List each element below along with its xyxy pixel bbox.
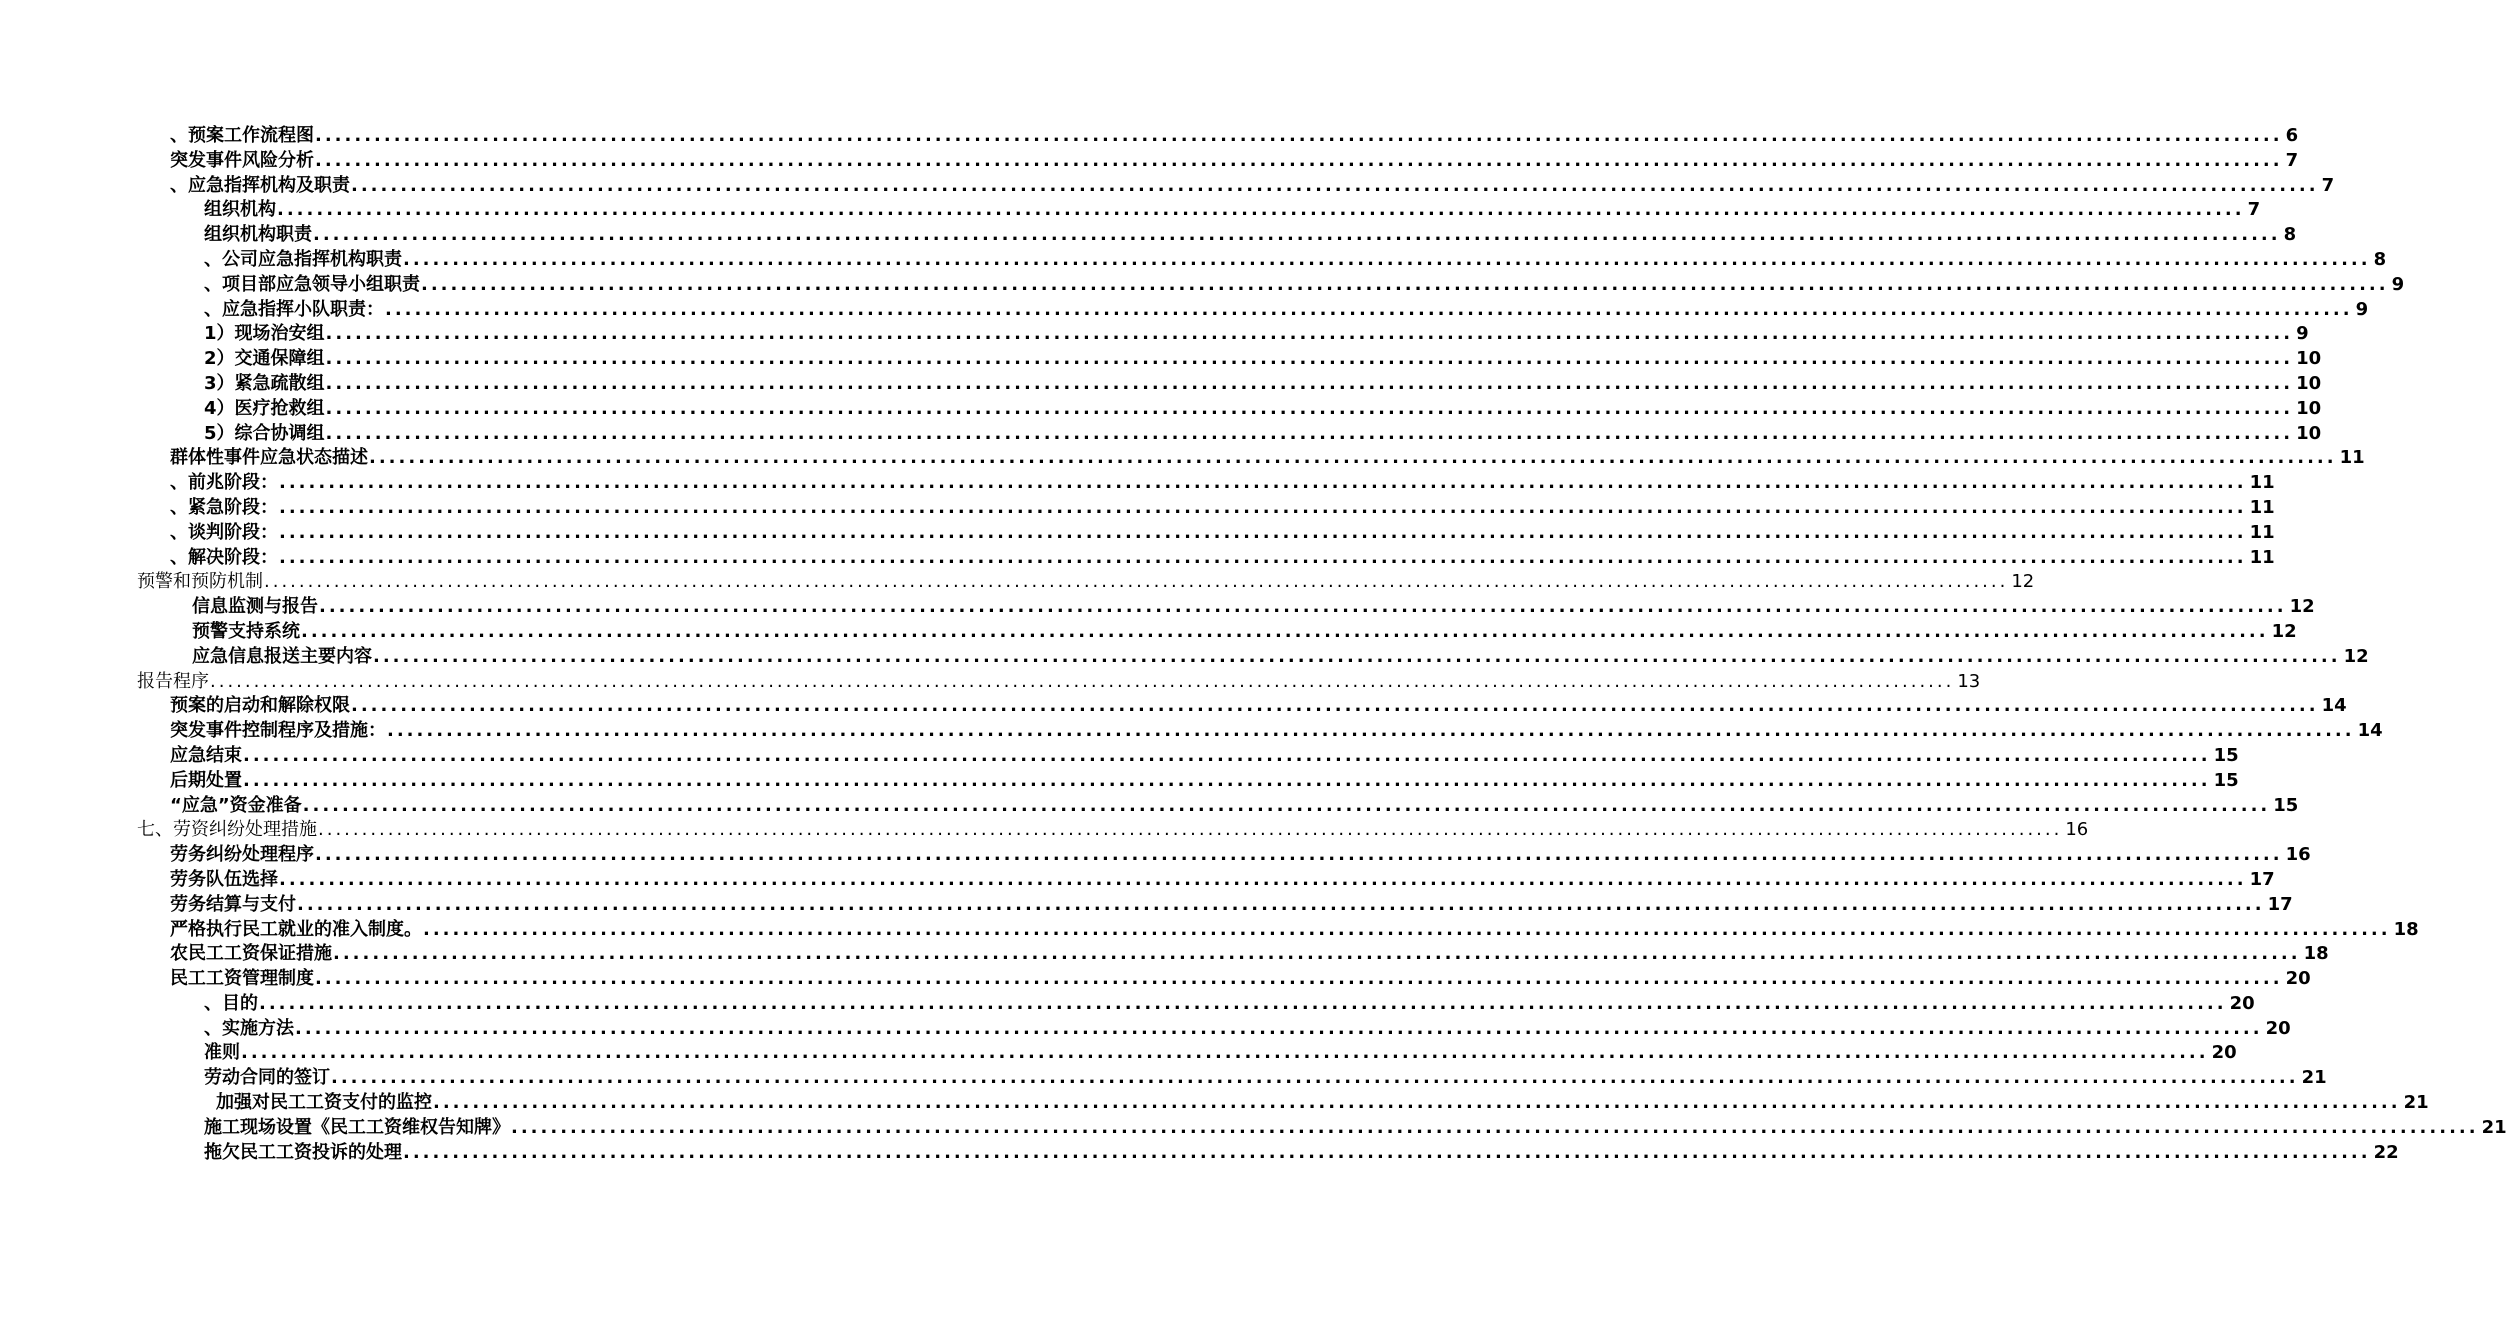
toc-entry-page-number: 11: [2249, 546, 2275, 568]
toc-entry-page-number: 21: [2403, 1092, 2429, 1114]
toc-entry[interactable]: [0, 446, 2365, 471]
toc-entry-page-number: 21: [2301, 1067, 2327, 1089]
toc-leader-dots: ........................................................................................................................................................................................................: [351, 695, 2319, 717]
toc-entry-page-number: 9: [2296, 323, 2309, 345]
toc-entry[interactable]: [0, 546, 2275, 571]
toc-entry-page-number: 18: [2393, 918, 2419, 940]
toc-entry-title: 、解决阶段：: [170, 546, 278, 568]
toc-entry-title: 信息监测与报告: [192, 596, 318, 618]
toc-leader-dots: ........................................................................................................................................................................................................: [433, 1092, 2401, 1114]
toc-entry[interactable]: [0, 248, 2387, 273]
toc-entry[interactable]: [0, 620, 2297, 645]
toc-leader-dots: ........................................................................................................................................................................................................: [295, 1017, 2263, 1039]
toc-entry[interactable]: [0, 149, 2299, 174]
toc-leader-dots: ........................................................................................................................................................................................................: [331, 1067, 2299, 1089]
toc-entry-title: 、公司应急指挥机构职责: [204, 248, 402, 270]
toc-entry[interactable]: [0, 719, 2383, 744]
toc-entry-title: 组织机构职责: [204, 224, 312, 246]
toc-leader-dots: ........................................................................................................................................................................................................: [373, 645, 2341, 667]
toc-entry-page-number: 21: [2481, 1116, 2507, 1138]
toc-entry[interactable]: [0, 273, 2405, 298]
toc-leader-dots: ........................................................................................................................................................................................................: [325, 422, 2294, 444]
toc-entry-page-number: 13: [1957, 670, 1981, 692]
toc-entry-title: 、应急指挥小队职责：: [204, 298, 384, 320]
toc-leader-dots: ........................................................................................................................................................................................................: [301, 620, 2269, 642]
toc-entry-title: 应急结束: [170, 744, 242, 766]
toc-entry-title: 、预案工作流程图: [170, 125, 314, 146]
toc-entry-page-number: 20: [2285, 968, 2311, 990]
toc-entry-page-number: 12: [2011, 571, 2035, 593]
toc-entry[interactable]: [0, 1116, 2507, 1141]
toc-entry-title: 2）交通保障组: [204, 348, 325, 370]
toc-leader-dots: ........................................................................................................................................................................................................: [421, 273, 2389, 295]
toc-entry-title: 3）紧急疏散组: [204, 372, 325, 394]
toc-entry-page-number: 10: [2296, 422, 2322, 444]
toc-leader-dots: ........................................................................................................................................................................................................: [210, 670, 1955, 692]
toc-leader-dots: ........................................................................................................................................................................................................: [279, 521, 2247, 543]
toc-leader-dots: ........................................................................................................................................................................................................: [279, 868, 2247, 890]
toc-entry-title: 劳务纠纷处理程序: [170, 844, 314, 866]
toc-entry-page-number: 7: [2321, 174, 2335, 196]
table-of-contents: [0, 124, 2507, 1165]
toc-entry-page-number: 14: [2357, 720, 2383, 742]
toc-leader-dots: ........................................................................................................................................................................................................: [315, 844, 2283, 866]
toc-entry-title: 、前兆阶段：: [170, 472, 278, 494]
toc-entry[interactable]: [0, 372, 2322, 397]
toc-entry[interactable]: [0, 1091, 2429, 1116]
toc-entry-title: 劳务队伍选择: [170, 868, 278, 890]
toc-entry[interactable]: [0, 298, 2369, 323]
toc-leader-dots: ........................................................................................................................................................................................................: [279, 496, 2247, 518]
toc-entry-page-number: 11: [2249, 472, 2275, 494]
toc-leader-dots: ........................................................................................................................................................................................................: [318, 819, 2063, 841]
toc-entry[interactable]: [0, 496, 2275, 521]
toc-entry[interactable]: [0, 744, 2239, 769]
toc-entry-title: 劳务结算与支付: [170, 893, 296, 915]
toc-leader-dots: ........................................................................................................................................................................................................: [313, 224, 2281, 246]
toc-entry-title: 预案的启动和解除权限: [170, 695, 350, 717]
toc-entry-page-number: 8: [2283, 224, 2297, 246]
toc-leader-dots: ........................................................................................................................................................................................................: [241, 1042, 2209, 1064]
toc-entry[interactable]: [0, 595, 2315, 620]
toc-leader-dots: ........................................................................................................................................................................................................: [243, 769, 2211, 791]
toc-entry-page-number: 10: [2296, 372, 2322, 394]
toc-entry[interactable]: [0, 397, 2322, 422]
toc-entry-page-number: 20: [2229, 992, 2255, 1014]
toc-entry-title: 4）医疗抢救组: [204, 397, 325, 419]
toc-leader-dots: ........................................................................................................................................................................................................: [325, 372, 2294, 394]
toc-entry[interactable]: [0, 1017, 2291, 1042]
toc-entry-page-number: 9: [2391, 273, 2405, 295]
toc-entry-page-number: 12: [2271, 620, 2297, 642]
toc-entry-title: 、紧急阶段：: [170, 496, 278, 518]
toc-entry[interactable]: [0, 1041, 2237, 1066]
toc-entry-title: 5）综合协调组: [204, 422, 325, 444]
toc-entry-title: 群体性事件应急状态描述: [170, 447, 368, 469]
toc-entry[interactable]: [0, 198, 2261, 223]
toc-entry-page-number: 8: [2373, 248, 2387, 270]
toc-entry-page-number: 15: [2273, 794, 2299, 816]
toc-entry[interactable]: [0, 422, 2322, 447]
toc-entry-page-number: 16: [2285, 844, 2311, 866]
toc-entry[interactable]: [0, 967, 2311, 992]
toc-entry-title: 施工现场设置《民工工资维权告知牌》: [204, 1116, 510, 1138]
toc-entry-title: 、目的: [204, 992, 258, 1014]
toc-entry[interactable]: [0, 769, 2239, 794]
toc-entry-title: 预警和预防机制: [137, 571, 263, 593]
toc-leader-dots: ........................................................................................................................................................................................................: [511, 1116, 2479, 1138]
toc-entry-page-number: 11: [2249, 496, 2275, 518]
toc-entry-title: 、谈判阶段：: [170, 521, 278, 543]
toc-entry-title: “应急”资金准备: [170, 794, 302, 816]
toc-leader-dots: ........................................................................................................................................................................................................: [315, 968, 2283, 990]
toc-entry-page-number: 18: [2303, 943, 2329, 965]
toc-entry-page-number: 15: [2213, 744, 2239, 766]
toc-leader-dots: ........................................................................................................................................................................................................: [403, 1141, 2371, 1163]
toc-entry-title: 后期处置: [170, 769, 242, 791]
toc-entry-title: 、项目部应急领导小组职责: [204, 273, 420, 295]
toc-leader-dots: ........................................................................................................................................................................................................: [369, 447, 2337, 469]
toc-entry-page-number: 17: [2249, 868, 2275, 890]
toc-entry[interactable]: [0, 670, 1981, 695]
toc-entry-page-number: 22: [2373, 1141, 2399, 1163]
toc-leader-dots: ........................................................................................................................................................................................................: [387, 720, 2355, 742]
toc-entry[interactable]: [0, 322, 2309, 347]
toc-leader-dots: ........................................................................................................................................................................................................: [259, 992, 2227, 1014]
toc-entry-title: 、应急指挥机构及职责: [170, 174, 350, 196]
toc-entry-title: 拖欠民工工资投诉的处理: [204, 1141, 402, 1163]
toc-entry-page-number: 11: [2339, 447, 2365, 469]
toc-entry[interactable]: [0, 1141, 2399, 1166]
toc-entry-title: 报告程序: [137, 670, 209, 692]
toc-entry-page-number: 12: [2343, 645, 2369, 667]
toc-entry[interactable]: [0, 992, 2255, 1017]
toc-entry-page-number: 12: [2289, 596, 2315, 618]
toc-entry[interactable]: [0, 570, 2035, 595]
toc-entry-title: 、实施方法: [204, 1017, 294, 1039]
toc-leader-dots: ........................................................................................................................................................................................................: [277, 199, 2245, 221]
toc-entry[interactable]: [0, 521, 2275, 546]
toc-leader-dots: ........................................................................................................................................................................................................: [319, 596, 2287, 618]
toc-entry[interactable]: [0, 794, 2299, 819]
toc-leader-dots: ........................................................................................................................................................................................................: [315, 149, 2283, 171]
toc-entry[interactable]: [0, 223, 2297, 248]
toc-entry-title: 1）现场治安组: [204, 323, 325, 345]
toc-entry[interactable]: [0, 645, 2369, 670]
toc-entry[interactable]: [0, 471, 2275, 496]
toc-entry-page-number: 7: [2247, 199, 2261, 221]
toc-entry-page-number: 10: [2296, 348, 2322, 370]
toc-entry-page-number: 9: [2355, 298, 2369, 320]
toc-leader-dots: ........................................................................................................................................................................................................: [351, 174, 2319, 196]
toc-entry[interactable]: [0, 918, 2419, 943]
toc-leader-dots: ........................................................................................................................................................................................................: [325, 397, 2294, 419]
toc-entry-title: 严格执行民工就业的准入制度。: [170, 918, 422, 940]
toc-entry-title: 应急信息报送主要内容: [192, 645, 372, 667]
toc-entry-title: 劳动合同的签订: [204, 1067, 330, 1089]
toc-entry-page-number: 7: [2285, 149, 2299, 171]
toc-entry-page-number: 10: [2296, 397, 2322, 419]
toc-leader-dots: ........................................................................................................................................................................................................: [279, 546, 2247, 568]
toc-entry[interactable]: [0, 124, 2299, 149]
toc-entry-title: 准则: [204, 1042, 240, 1064]
toc-entry-title: 民工工资管理制度: [170, 968, 314, 990]
toc-entry-title: 七、劳资纠纷处理措施: [137, 819, 317, 841]
toc-entry-page-number: 15: [2213, 769, 2239, 791]
toc-leader-dots: ........................................................................................................................................................................................................: [403, 248, 2371, 270]
toc-entry[interactable]: [0, 1066, 2327, 1091]
toc-entry-title: 组织机构: [204, 199, 276, 221]
toc-entry-title: 突发事件风险分析: [170, 149, 314, 171]
toc-leader-dots: ........................................................................................................................................................................................................: [333, 943, 2301, 965]
toc-leader-dots: ........................................................................................................................................................................................................: [315, 125, 2283, 146]
toc-entry-page-number: 14: [2321, 695, 2347, 717]
toc-leader-dots: ........................................................................................................................................................................................................: [302, 794, 2271, 816]
toc-leader-dots: ........................................................................................................................................................................................................: [325, 323, 2294, 345]
toc-entry[interactable]: [0, 868, 2275, 893]
toc-leader-dots: ........................................................................................................................................................................................................: [279, 472, 2247, 494]
toc-entry[interactable]: [0, 174, 2335, 199]
toc-leader-dots: ........................................................................................................................................................................................................: [243, 744, 2211, 766]
toc-entry-page-number: 11: [2249, 521, 2275, 543]
toc-entry-title: 预警支持系统: [192, 620, 300, 642]
toc-entry-page-number: 20: [2211, 1042, 2237, 1064]
toc-leader-dots: ........................................................................................................................................................................................................: [385, 298, 2353, 320]
toc-entry-page-number: 20: [2265, 1017, 2291, 1039]
toc-entry[interactable]: [0, 843, 2311, 868]
toc-entry-title: 突发事件控制程序及措施：: [170, 720, 386, 742]
toc-entry[interactable]: [0, 694, 2347, 719]
toc-leader-dots: ........................................................................................................................................................................................................: [297, 893, 2265, 915]
toc-entry-page-number: 17: [2267, 893, 2293, 915]
toc-entry[interactable]: [0, 347, 2322, 372]
toc-entry-page-number: 6: [2285, 125, 2299, 146]
toc-leader-dots: ........................................................................................................................................................................................................: [325, 348, 2294, 370]
toc-leader-dots: ........................................................................................................................................................................................................: [423, 918, 2391, 940]
toc-entry-title: 加强对民工工资支付的监控: [216, 1092, 432, 1114]
toc-entry[interactable]: [0, 893, 2293, 918]
toc-leader-dots: ........................................................................................................................................................................................................: [264, 571, 2009, 593]
toc-entry[interactable]: [0, 942, 2329, 967]
toc-entry-page-number: 16: [2065, 819, 2089, 841]
toc-entry[interactable]: [0, 818, 2089, 843]
toc-entry-title: 农民工工资保证措施: [170, 943, 332, 965]
